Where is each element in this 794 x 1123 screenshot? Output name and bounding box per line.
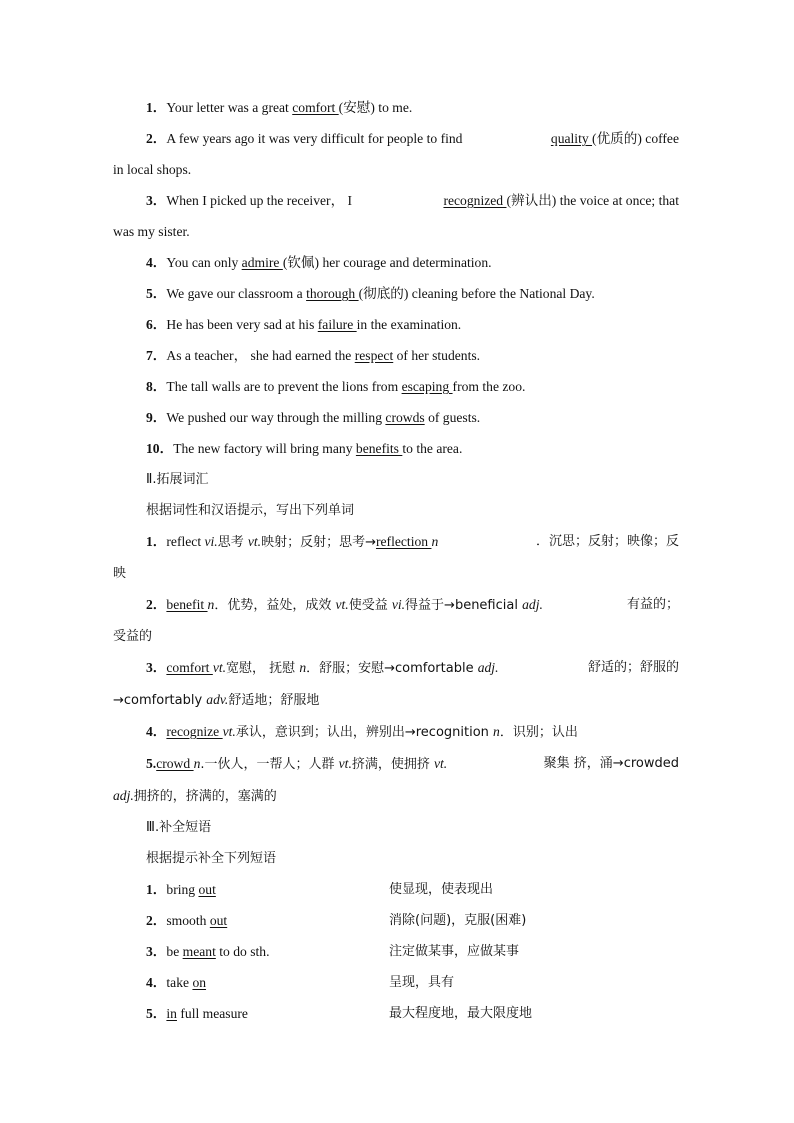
answer-blank: meant — [182, 944, 216, 959]
sentence-item: 4．You can only admire (钦佩) her courage and determination. — [146, 255, 492, 270]
section-instruction: 根据提示补全下列短语 — [146, 851, 277, 866]
sentence-item: 10．The new factory will bring many benefits to the area. — [146, 441, 463, 456]
answer-blank: escaping — [401, 379, 453, 394]
answer-blank: benefit — [166, 597, 208, 612]
answer-blank: failure — [317, 317, 357, 332]
answer-blank: recognize — [166, 724, 223, 739]
section-expand-vocabulary — [113, 464, 679, 812]
vocab-continuation: →comfortably adv.舒适地；舒服地 — [113, 692, 320, 708]
sentence-item: 8．The tall walls are to prevent the lions from escaping from the zoo. — [146, 379, 526, 394]
sentence-continuation: was my sister. — [113, 224, 190, 239]
answer-blank: crowds — [385, 410, 425, 425]
vocab-continuation: adj.拥挤的，挤满的，塞满的 — [113, 788, 277, 804]
phrase-meaning: 使显现，使表现出 — [389, 882, 494, 897]
answer-blank: respect — [354, 348, 394, 363]
phrase-item: 2．smooth out 消除(问题)，克服(困难) — [113, 905, 679, 936]
sentence-item: 9．We pushed our way through the milling crowds of guests. — [146, 410, 481, 425]
phrase-item: 1．bring out 使显现，使表现出 — [113, 874, 679, 905]
answer-blank: recognized — [443, 193, 507, 208]
answer-blank: benefits — [355, 441, 403, 456]
sentence-item: 5．We gave our classroom a thorough (彻底的) cleaning before the National Day. — [146, 286, 595, 301]
vocab-item: 1．reflect vi.思考 vt.映射；反射；思考→reflection n ．沉思；反射；映像；反 — [146, 534, 679, 550]
answer-blank: comfort — [166, 660, 213, 675]
section-complete-phrases — [113, 812, 679, 1029]
sentence-continuation: in local shops. — [113, 162, 192, 177]
answer-blank: on — [192, 975, 207, 990]
sentence-list — [113, 92, 679, 464]
section-instruction: 根据词性和汉语提示，写出下列单词 — [146, 503, 355, 518]
phrase-meaning: 注定做某事，应做某事 — [389, 944, 520, 959]
phrase-item: 5．in full measure 最大程度地，最大限度地 — [113, 998, 679, 1029]
answer-blank: in — [166, 1006, 177, 1021]
sentence-item: 3．When I picked up the receiver， I recognized (辨认出) the voice at once; that — [146, 193, 679, 208]
sentence-item: 1．Your letter was a great comfort (安慰) to me. — [146, 100, 413, 115]
vocab-continuation: 映 — [113, 566, 127, 581]
vocab-item: 5.crowd n.一伙人，一帮人；人群 vt.挤满，使拥挤 vt. 聚集 挤，涌→crowded — [146, 756, 679, 772]
answer-blank: reflection — [375, 534, 432, 549]
answer-blank: comfort — [292, 100, 339, 115]
answer-blank: crowd — [156, 756, 194, 771]
answer-blank: out — [198, 882, 216, 897]
phrase-item: 4．take on 呈现，具有 — [113, 967, 679, 998]
phrase-item: 3．be meant to do sth. 注定做某事，应做某事 — [113, 936, 679, 967]
document-page — [113, 92, 679, 1029]
sentence-item: 7．As a teacher， she had earned the respect of her students. — [146, 348, 481, 363]
sentence-item: 6．He has been very sad at his failure in the examination. — [146, 317, 462, 332]
vocab-continuation: 受益的 — [113, 629, 153, 644]
answer-blank: out — [209, 913, 228, 928]
vocab-item: 2．benefit n．优势，益处，成效 vt.使受益 vi.得益于→beneficial adj. 有益的； — [146, 597, 679, 613]
phrase-meaning: 最大程度地，最大限度地 — [389, 1006, 533, 1021]
vocab-item: 4．recognize vt.承认，意识到；认出，辨别出→recognition n．识别；认出 — [146, 724, 578, 740]
answer-blank: thorough — [306, 286, 359, 301]
phrase-meaning: 呈现，具有 — [389, 975, 455, 990]
sentence-item: 2．A few years ago it was very difficult for people to find quality (优质的) coffee — [146, 131, 679, 146]
section-heading: Ⅱ.拓展词汇 — [146, 472, 209, 487]
phrase-meaning: 消除(问题)，克服(困难) — [389, 913, 527, 928]
vocab-item: 3．comfort vt.宽慰， 抚慰 n．舒服；安慰→comfortable adj. 舒适的；舒服的 — [146, 660, 679, 676]
section-heading: Ⅲ.补全短语 — [146, 820, 212, 835]
answer-blank: quality — [550, 131, 593, 146]
answer-blank: admire — [241, 255, 283, 270]
